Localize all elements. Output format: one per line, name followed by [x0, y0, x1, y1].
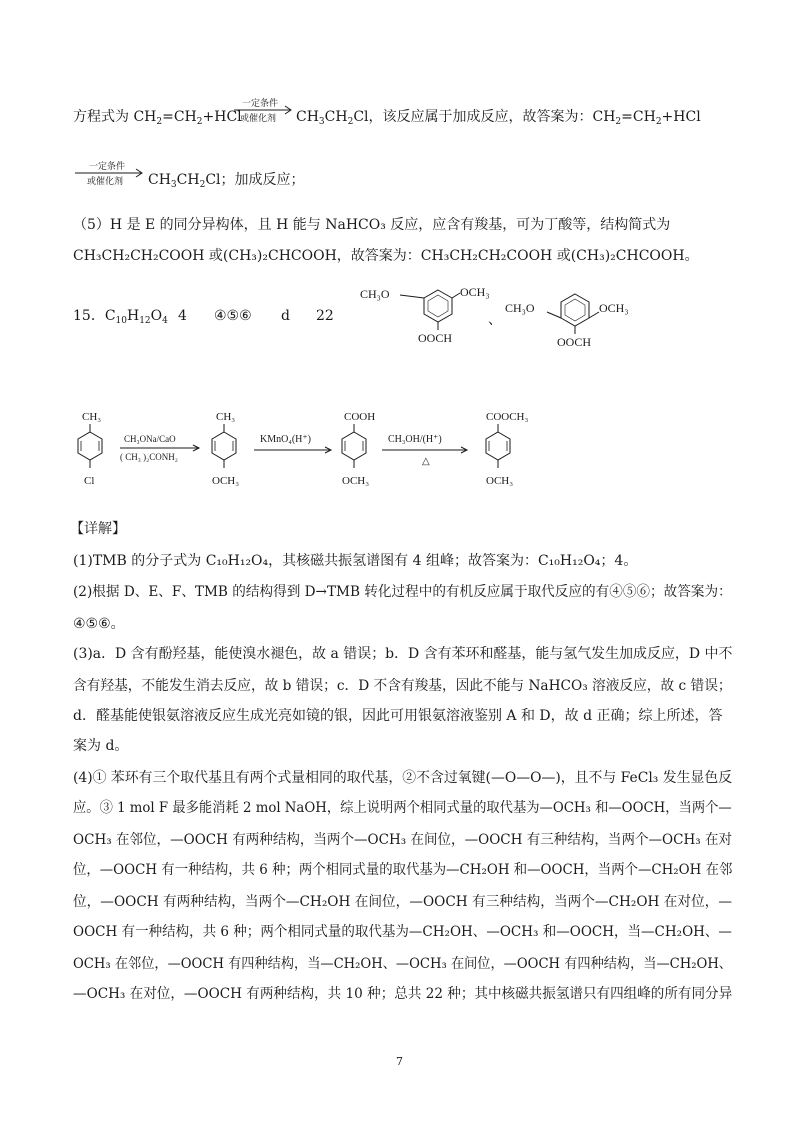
- s2-g2: OCH₃: [599, 301, 629, 315]
- part5-line-2: CH₃CH₂CH₂COOH 或(CH₃)₂CHCOOH，故答案为：CH₃CH₂CH₂COOH 或(CH₃)₂CHCOOH。: [73, 248, 699, 264]
- eq1-text-a: 方程式为 CH: [73, 109, 157, 125]
- detail-heading: 【详解】: [70, 521, 126, 537]
- detail-4h: —OCH₃ 在对位，—OOCH 有两种结构，共 10 种；总共 22 种；其中核磁共振氢谱只有四组峰的所有同分异: [73, 986, 733, 1002]
- q15-answer-reactions: ④⑤⑥: [214, 308, 252, 324]
- q15-answer-peaks: 4: [178, 308, 187, 324]
- s2-g1: CH₃O: [505, 301, 535, 315]
- eq1-tail-a: =CH: [621, 109, 656, 125]
- condition-arrow-1: [232, 96, 294, 126]
- synthesis-route: [70, 402, 570, 502]
- m4-top: COOCH₃: [486, 411, 529, 423]
- m2-top: CH₃: [216, 411, 236, 423]
- detail-4c: OCH₃ 在邻位，—OOCH 有两种结构，当两个—OCH₃ 在间位，—OOCH 有三种结构，当两个—OCH₃ 在对: [73, 832, 733, 848]
- arrow2-cond-bottom: 或催化剂: [87, 177, 124, 187]
- detail-3a: (3)a．D 含有酚羟基，能使溴水褪色，故 a 错误；b．D 含有苯环和醛基，能与氢气发生加成反应，D 中不: [73, 646, 733, 662]
- eq1-prod-b: CH: [324, 109, 348, 125]
- eq1-prod-a: CH: [296, 109, 319, 125]
- q15-separator: 、: [488, 312, 502, 328]
- part5-line-1: （5）H 是 E 的同分异构体，且 H 能与 NaHCO₃ 反应，应含有羧基，可为丁酸等，结构简式为: [73, 217, 671, 233]
- step1-top: CH₃ONa/CaO: [124, 434, 176, 444]
- m1-top: CH₃: [82, 411, 102, 423]
- detail-3b: 含有羟基，不能发生消去反应，故 b 错误；c．D 不含有羧基，因此不能与 NaHCO₃ 溶液反应，故 c 错误；: [73, 678, 732, 694]
- page-number: 7: [396, 1055, 403, 1068]
- detail-4f: OOCH 有一种结构，共 6 种；两个相同式量的取代基为—CH₂OH、—OCH₃ 和—OOCH，当—CH₂OH、—: [73, 924, 732, 940]
- q15-sub2: 12: [139, 316, 151, 326]
- step3-top: CH₃OH/(H⁺): [388, 434, 442, 445]
- q15-sub3: 4: [162, 316, 168, 326]
- detail-2a: (2)根据 D、E、F、TMB 的结构得到 D→TMB 转化过程中的有机反应属于取代反应的有④⑤⑥；故答案为：: [73, 584, 732, 600]
- detail-4e: 位，—OOCH 有两种结构，当两个—CH₂OH 在间位，—OOCH 有三种结构，当两个—CH₂OH 在对位，—: [73, 894, 733, 910]
- detail-4g: OCH₃ 在邻位，—OOCH 有四种结构，当—CH₂OH、—OCH₃ 在间位，—OOCH 有四种结构，当—CH₂OH、: [73, 956, 732, 972]
- eq1-text-c: +HCl: [202, 109, 242, 125]
- q15-answers: [73, 306, 168, 326]
- arrow2-cond-top: 一定条件: [89, 162, 126, 172]
- eq2-prod-a: CH: [148, 172, 171, 188]
- s1-g2: OCH₃: [460, 285, 490, 299]
- equation-line-1-right: $CH_3CH_2Cl$，该反应属于加成反应，故答案为：$CH_2=CH_2+HCl$: [296, 109, 701, 127]
- step1-bottom: ( CH₃ )₂CONH₂: [120, 452, 178, 462]
- equation-line-1: 方程式为 $CH_2=CH_2+HCl$: [73, 109, 242, 127]
- m3-top: COOH: [344, 411, 376, 423]
- q15-sub1: 10: [115, 316, 127, 326]
- s1-g1: CH₃O: [360, 287, 390, 301]
- detail-3c: d．醛基能使银氨溶液反应生成光亮如镜的银，因此可用银氨溶液鉴别 A 和 D，故 d 正确；综上所述，答: [73, 708, 723, 724]
- detail-4a: (4)① 苯环有三个取代基且有两个式量相同的取代基，②不含过氧键(—O—O—)，且不与 FeCl₃ 发生显色反: [73, 770, 733, 786]
- eq2-prod-b: CH: [176, 172, 200, 188]
- q15-label: 15．C: [73, 308, 116, 324]
- m1-bottom: Cl: [84, 475, 95, 487]
- eq2-prod-c: Cl；加成反应；: [205, 172, 305, 188]
- detail-4d: 位，—OOCH 有一种结构，共 6 种；两个相同式量的取代基为—CH₂OH 和—OOCH，当两个—CH₂OH 在邻: [73, 862, 733, 878]
- equation-line-2: $CH_3CH_2Cl$；加成反应；: [148, 172, 305, 190]
- structure-1: [360, 278, 500, 348]
- eq1-text-b: =CH: [162, 109, 197, 125]
- condition-arrow-2: [73, 159, 145, 189]
- eq1-tail-b: +HCl: [661, 109, 701, 125]
- detail-1: (1)TMB 的分子式为 C₁₀H₁₂O₄，其核磁共振氢谱图有 4 组峰；故答案为：C₁₀H₁₂O₄；4。: [73, 553, 638, 569]
- s1-g3: OOCH: [418, 331, 453, 345]
- q15-o: O: [150, 308, 163, 324]
- q15-answer-choice: d: [281, 308, 290, 324]
- m4-bottom: OCH₃: [486, 475, 514, 487]
- eq1-prod-c: Cl，该反应属于加成反应，故答案为：CH: [353, 109, 616, 125]
- detail-3d: 案为 d。: [73, 738, 129, 754]
- q15-answer-count: 22: [316, 308, 334, 324]
- structure-2: [505, 282, 645, 352]
- arrow1-cond-bottom: 或催化剂: [240, 114, 277, 124]
- m2-bottom: OCH₃: [212, 475, 240, 487]
- s2-g3: OOCH: [557, 335, 592, 349]
- arrow1-cond-top: 一定条件: [242, 99, 279, 109]
- detail-4b: 应。③ 1 mol F 最多能消耗 2 mol NaOH，综上说明两个相同式量的取代基为—OCH₃ 和—OOCH，当两个—: [73, 800, 732, 816]
- step2-top: KMnO₄(H⁺): [260, 434, 311, 445]
- detail-2b: ④⑤⑥。: [73, 616, 125, 632]
- q15-h: H: [126, 308, 140, 324]
- m3-bottom: OCH₃: [342, 475, 370, 487]
- step3-bottom: △: [422, 456, 430, 467]
